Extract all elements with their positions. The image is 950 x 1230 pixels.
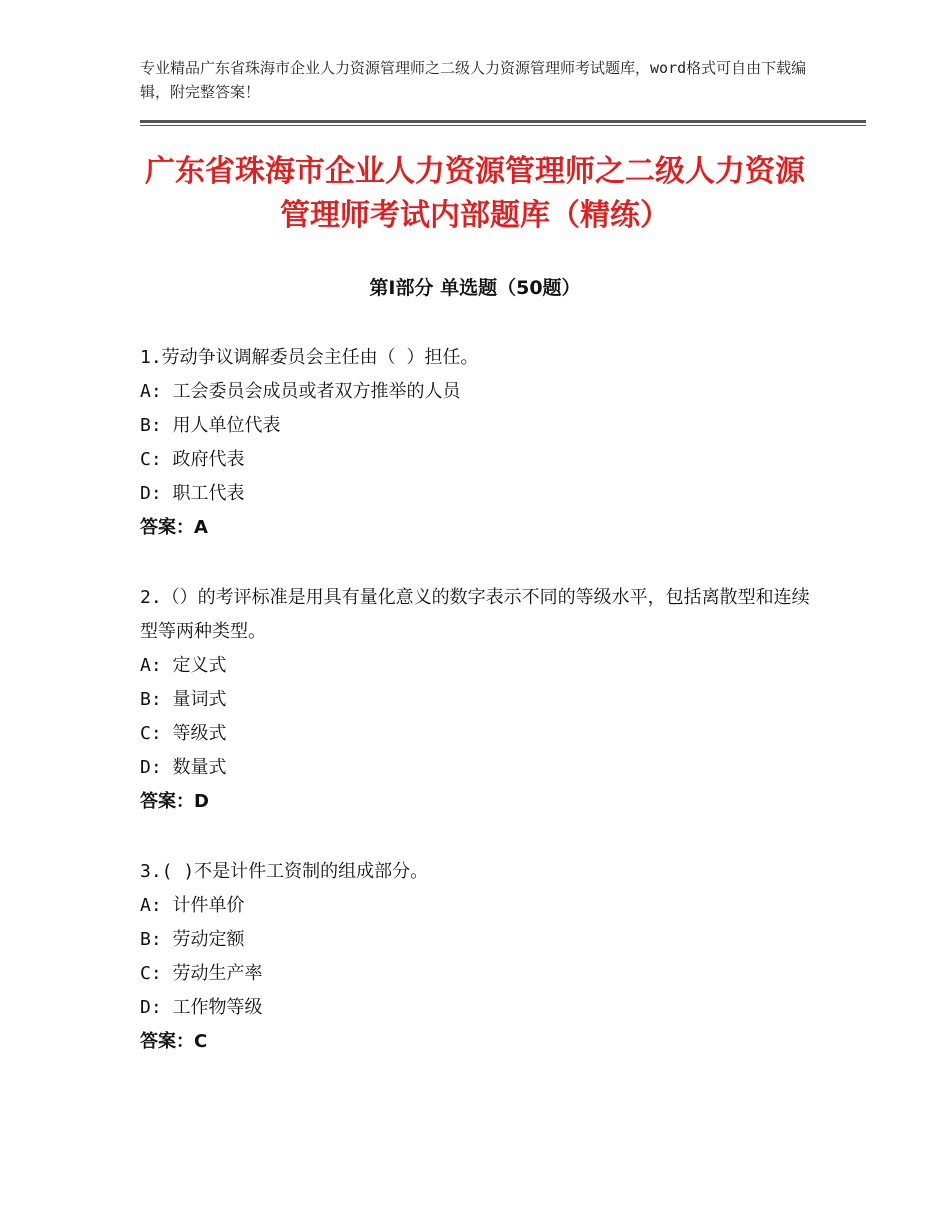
option-b: B: 劳动定额	[140, 929, 245, 950]
answer-row	[140, 511, 810, 545]
option-a: A: 计件单价	[140, 895, 245, 916]
question-stem: 1.劳动争议调解委员会主任由（ ）担任。	[140, 347, 479, 368]
question-3	[140, 855, 810, 1059]
answer-value: A	[194, 517, 208, 538]
option-c: C: 政府代表	[140, 449, 245, 470]
question-list	[140, 341, 810, 1095]
option-d: D: 工作物等级	[140, 997, 263, 1018]
document-title: 广东省珠海市企业人力资源管理师之二级人力资源管理师考试内部题库（精练）	[145, 154, 805, 233]
answer-value: D	[194, 791, 209, 812]
header-note: 专业精品广东省珠海市企业人力资源管理师之二级人力资源管理师考试题库，word格式可自由下载编辑，附完整答案！	[140, 59, 807, 101]
question-2	[140, 581, 810, 819]
answer-row	[140, 785, 810, 819]
option-b: B: 用人单位代表	[140, 415, 281, 436]
option-c: C: 劳动生产率	[140, 963, 263, 984]
answer-label: 答案：	[140, 1031, 194, 1052]
option-d: D: 职工代表	[140, 483, 245, 504]
option-a: A: 工会委员会成员或者双方推举的人员	[140, 381, 461, 402]
answer-label: 答案：	[140, 517, 194, 538]
option-b: B: 量词式	[140, 689, 227, 710]
answer-value: C	[194, 1031, 208, 1052]
option-c: C: 等级式	[140, 723, 227, 744]
option-d: D: 数量式	[140, 757, 227, 778]
section-heading: 第Ⅰ部分 单选题（50题）	[369, 277, 581, 299]
option-a: A: 定义式	[140, 655, 227, 676]
header-divider-thin	[140, 125, 866, 126]
question-stem: 3.( )不是计件工资制的组成部分。	[140, 861, 429, 882]
answer-row	[140, 1025, 810, 1059]
question-1	[140, 341, 810, 545]
question-stem: 2.（）的考评标准是用具有量化意义的数字表示不同的等级水平，包括离散型和连续型等两种类型。	[140, 587, 810, 642]
answer-label: 答案：	[140, 791, 194, 812]
header-divider-thick	[140, 120, 866, 123]
